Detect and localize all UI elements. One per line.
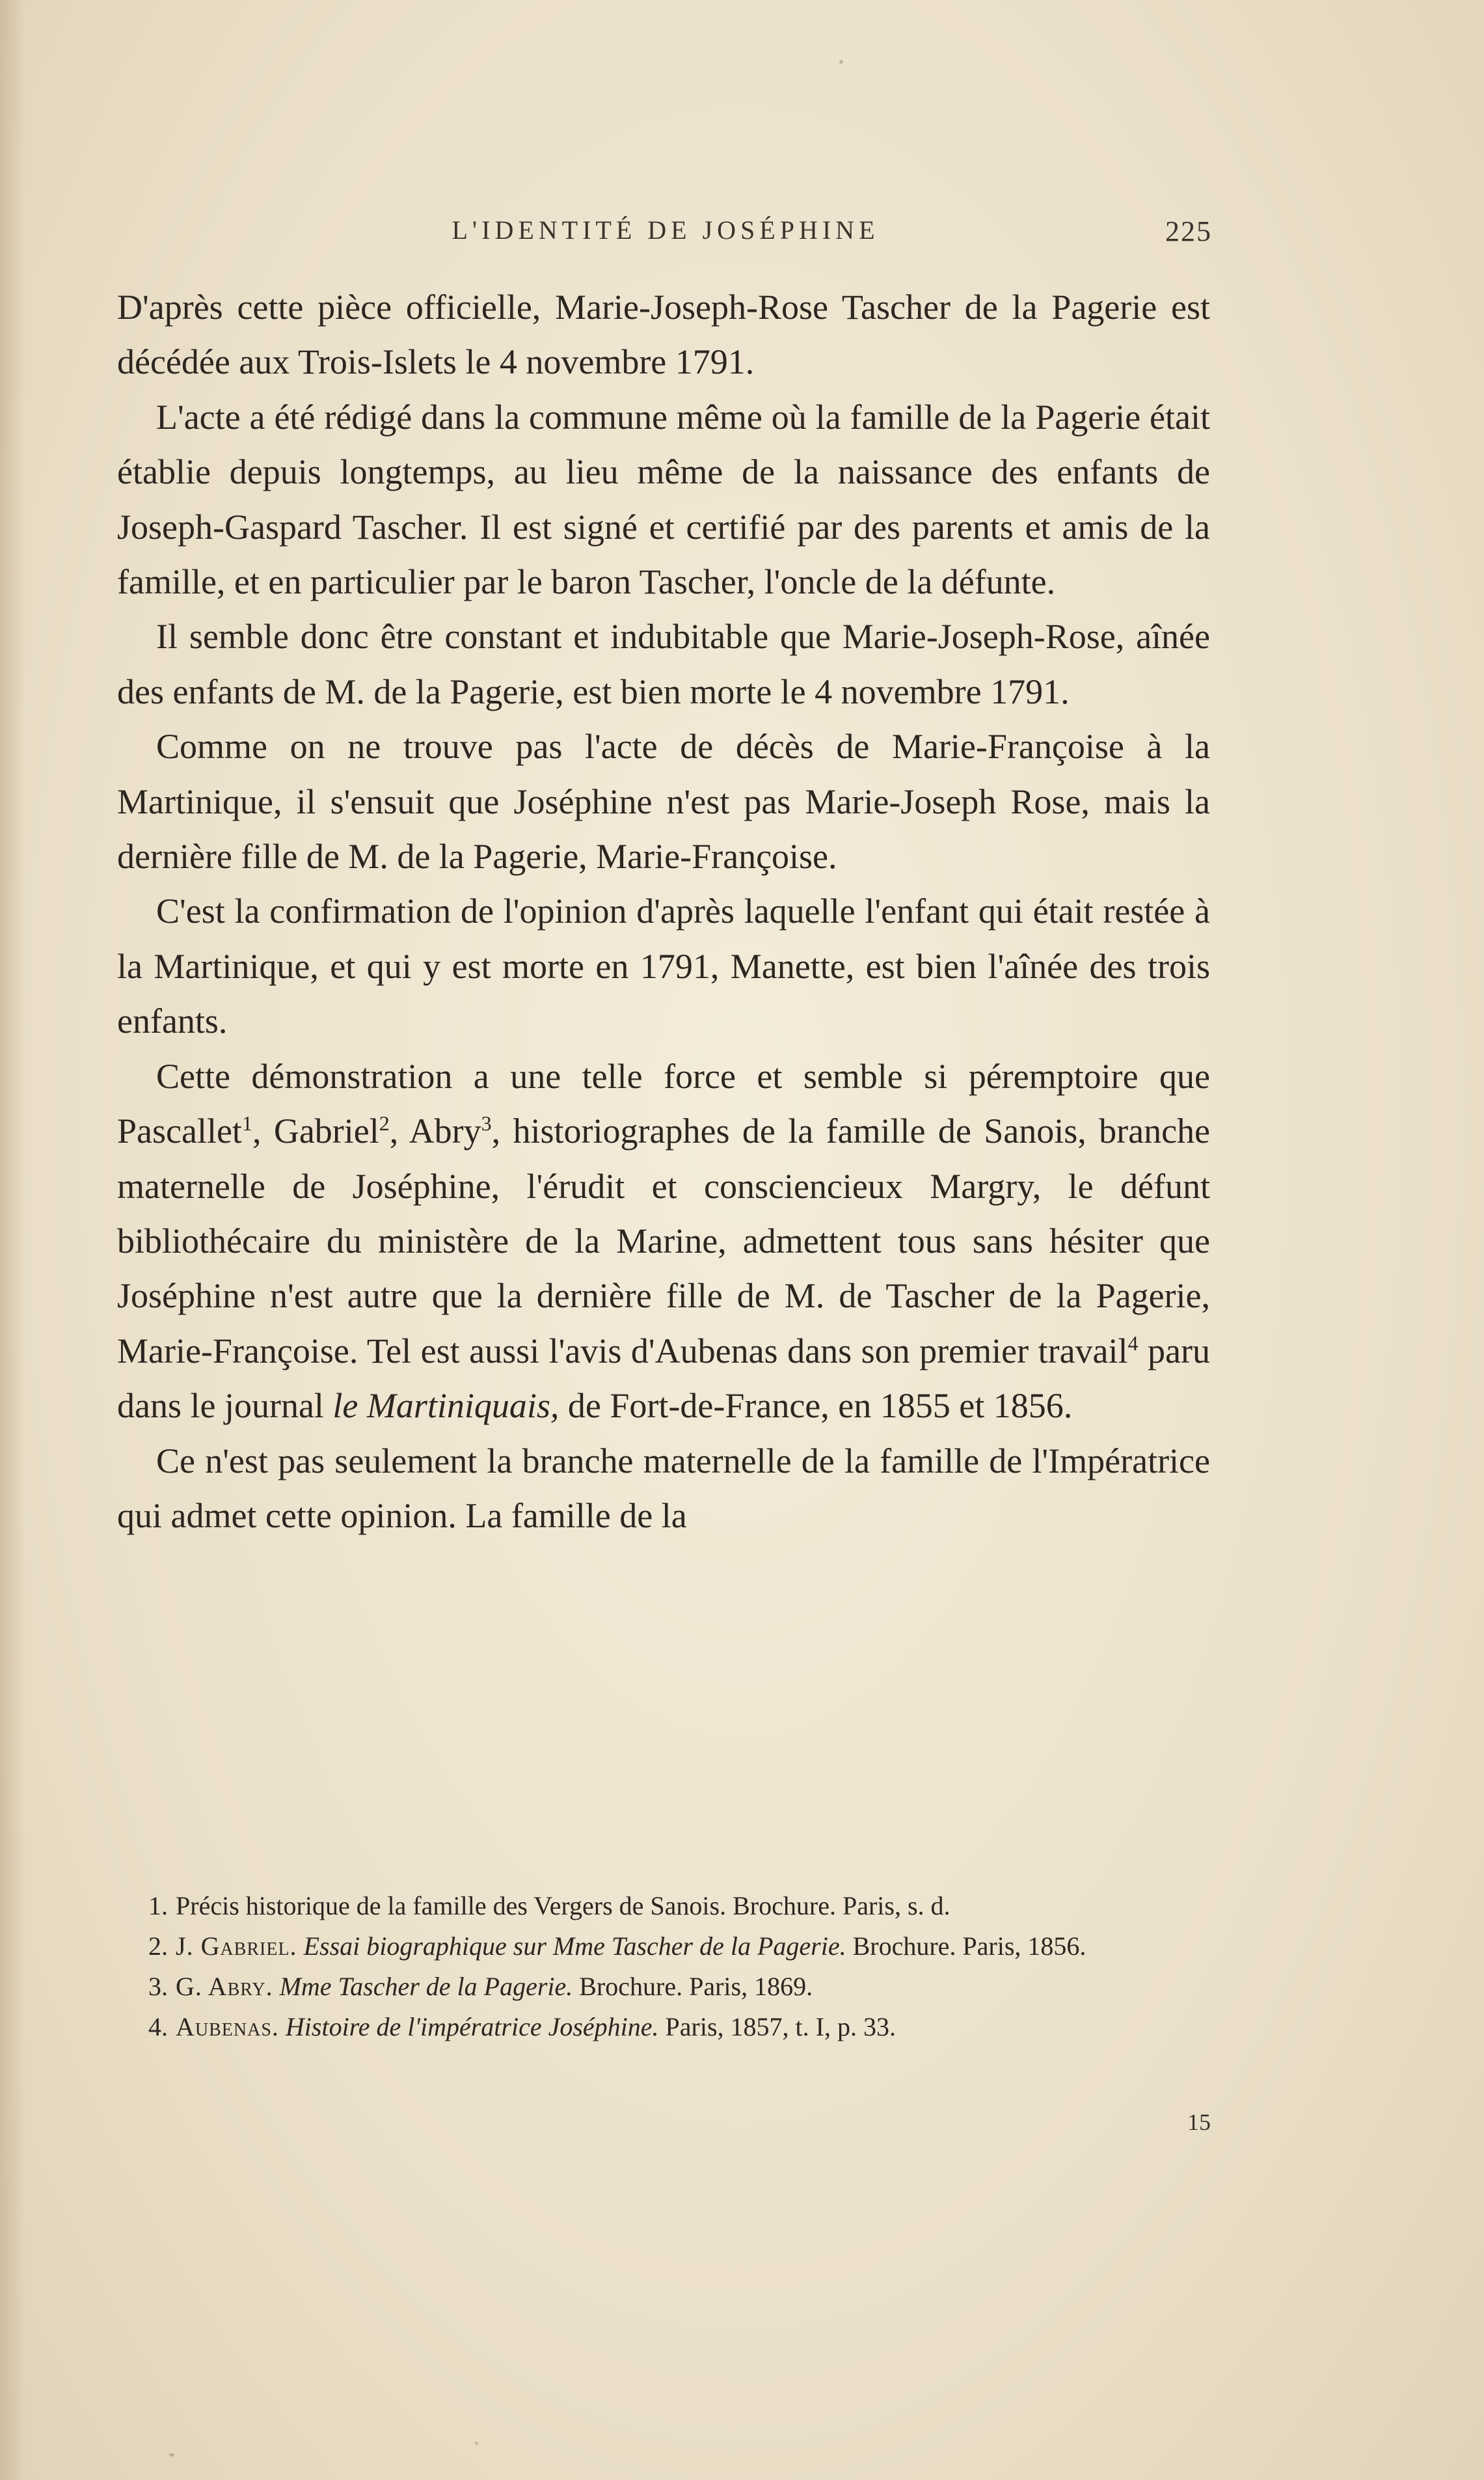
page-number: 225 xyxy=(1165,215,1212,247)
body-text xyxy=(117,280,1210,1543)
paper-fleck xyxy=(839,60,843,64)
footnote-ref-2: 2 xyxy=(379,1111,390,1136)
paragraph-6 xyxy=(117,1049,1210,1434)
paragraph-1: D'après cette pièce officielle, Marie-Joseph-Rose Tascher de la Pagerie est décédée aux Trois-Islets le 4 novembre 1791. xyxy=(117,288,1210,382)
footnote-3 xyxy=(117,1967,1210,2007)
footnote-title: Mme Tascher de la Pagerie. xyxy=(279,1972,573,2001)
paragraph-4: Comme on ne trouve pas l'acte de décès de Marie-Françoise à la Martinique, il s'ensuit que Joséphine n'est pas Marie-Joseph Rose, mais la dernière fille de M. de la Pagerie, Marie-Françoise. xyxy=(117,727,1210,877)
footnote-author: Aubenas. xyxy=(176,2012,279,2041)
footnote-2 xyxy=(117,1926,1210,1967)
paragraph-7: Ce n'est pas seulement la branche maternelle de la famille de l'Impératrice qui admet cette opinion. La famille de la xyxy=(117,1441,1210,1535)
footnote-title: Essai biographique sur Mme Tascher de la Pagerie. xyxy=(303,1931,846,1961)
footnote-4 xyxy=(117,2007,1210,2047)
running-head xyxy=(119,215,1212,254)
footnote-title: Histoire de l'impératrice Joséphine. xyxy=(285,2012,659,2041)
paragraph-2: L'acte a été rédigé dans la commune même où la famille de la Pagerie était établie depuis longtemps, au lieu même de la naissance des enfants de Joseph-Gaspard Tascher. Il est signé et certifié par des parents et amis de la famille, et en particulier par le baron Tascher, l'oncle de la défunte. xyxy=(117,397,1210,602)
footnote-text: Brochure. Paris, 1869. xyxy=(573,1972,813,2001)
running-title: L'IDENTITÉ DE JOSÉPHINE xyxy=(452,215,880,245)
footnote-number: 4. xyxy=(148,2012,168,2041)
footnote-text: Paris, 1857, t. I, p. 33. xyxy=(658,2012,896,2041)
paragraph-6-text: de Fort-de-France, en 1855 et 1856. xyxy=(559,1386,1073,1426)
footnote-text: Précis historique de la famille des Vergers de Sanois. Brochure. Paris, s. d. xyxy=(176,1891,951,1920)
paragraph-6-text: paru dans le journal xyxy=(117,1331,1210,1426)
paragraph-6-text: , historiographes de la famille de Sanois, branche maternelle de Joséphine, l'érudit et consciencieux Margry, le défunt bibliothécaire du ministère de la Marine, admettent tous sans hésiter que Joséphine n'est autre que la dernière fille de M. de Tascher de la Pagerie, Marie-Françoise. Tel est aussi l'avis d'Aubenas dans son premier travail xyxy=(117,1111,1211,1370)
footnote-number: 1. xyxy=(148,1891,168,1920)
signature-mark: 15 xyxy=(1187,2109,1211,2135)
footnote-author: J. Gabriel. xyxy=(176,1931,297,1961)
page-edge-shadow xyxy=(0,0,26,2480)
paragraph-6-text: , Gabriel xyxy=(252,1111,379,1151)
journal-title: le Martiniquais, xyxy=(332,1386,560,1426)
footnote-1 xyxy=(117,1886,1210,1926)
footnote-text: Brochure. Paris, 1856. xyxy=(846,1931,1086,1961)
paragraph-3: Il semble donc être constant et indubitable que Marie-Joseph-Rose, aînée des enfants de M. de la Pagerie, est bien morte le 4 novembre 1791. xyxy=(117,617,1210,711)
footnote-author: G. Abry. xyxy=(176,1972,273,2001)
footnote-ref-1: 1 xyxy=(241,1111,252,1136)
footnote-ref-3: 3 xyxy=(481,1111,492,1136)
paragraph-6-text: Cette démonstration a une telle force et semble si péremptoire que Pascallet xyxy=(117,1056,1210,1151)
paper-fleck xyxy=(169,2453,174,2457)
footnote-number: 2. xyxy=(148,1931,168,1961)
paragraph-5: C'est la confirmation de l'opinion d'après laquelle l'enfant qui était restée à la Martinique, et qui y est morte en 1791, Manette, est bien l'aînée des trois enfants. xyxy=(117,892,1210,1041)
footnote-number: 3. xyxy=(148,1972,168,2001)
footnotes xyxy=(117,1886,1210,2047)
footnote-ref-4: 4 xyxy=(1127,1331,1139,1355)
paper-fleck xyxy=(475,2442,478,2445)
paragraph-6-text: , Abry xyxy=(389,1111,481,1151)
